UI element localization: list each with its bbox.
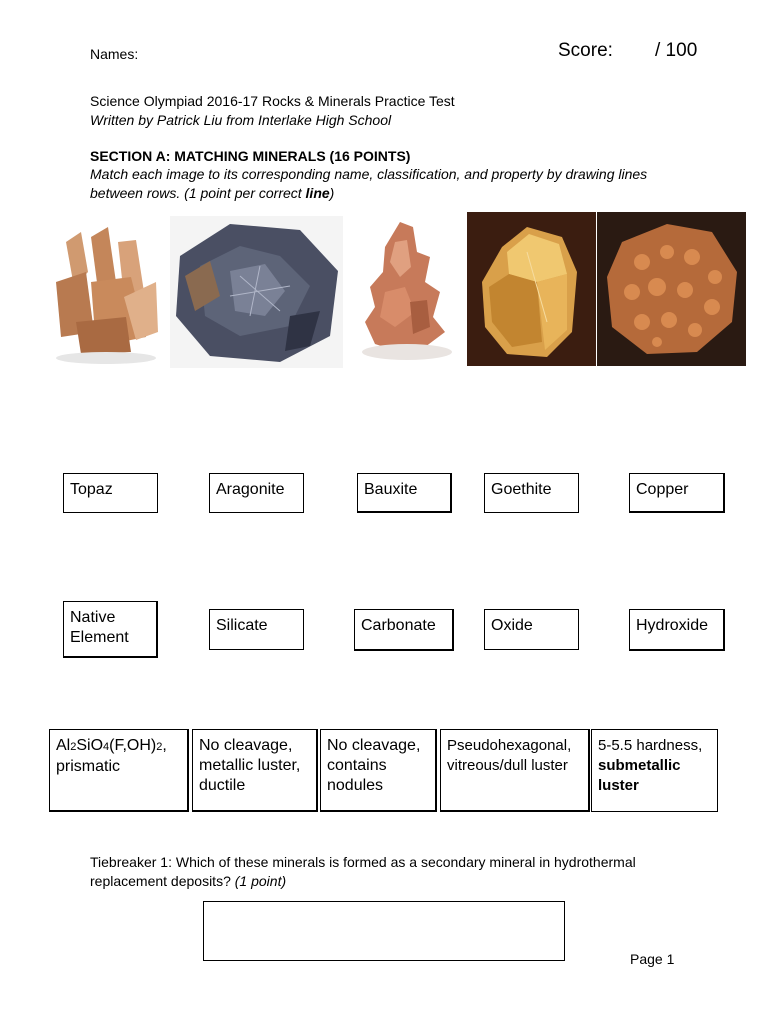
class-box-hydroxide[interactable]: Hydroxide (629, 609, 725, 651)
tiebreaker-answer-box[interactable] (203, 901, 565, 961)
class-box-native-element[interactable]: Native Element (63, 601, 158, 658)
class-box-silicate[interactable]: Silicate (209, 609, 304, 650)
score-label: Score: (558, 40, 613, 61)
hardness-text: 5-5.5 hardness, (598, 737, 703, 754)
formula-sio: SiO (76, 737, 104, 754)
tiebreaker-question (90, 853, 710, 891)
property-box-pseudohexagonal[interactable]: Pseudohexagonal, vitreous/dull luster (440, 729, 590, 812)
test-title: Science Olympiad 2016-17 Rocks & Minerals Practice Test (90, 93, 455, 109)
mineral-image-row (36, 212, 746, 370)
class-box-oxide[interactable]: Oxide (484, 609, 579, 650)
name-box-bauxite[interactable]: Bauxite (357, 473, 452, 513)
name-box-copper[interactable]: Copper (629, 473, 725, 513)
instructions-bold: line (305, 185, 330, 201)
formula-comma: , (162, 737, 167, 754)
property-box-hardness[interactable] (591, 729, 718, 812)
bauxite-image (597, 212, 746, 366)
names-label: Names: (90, 46, 139, 62)
section-a-instructions (90, 165, 680, 203)
name-box-aragonite[interactable]: Aragonite (209, 473, 304, 513)
test-author: Written by Patrick Liu from Interlake High School (90, 112, 392, 128)
property-box-formula[interactable] (49, 729, 189, 812)
tiebreaker-text: Tiebreaker 1: Which of these minerals is formed as a secondary mineral in hydrothermal replacement deposits? (90, 854, 636, 889)
page-number: Page 1 (630, 951, 675, 967)
formula-sub-4: 4 (103, 741, 110, 753)
score-total: / 100 (655, 40, 698, 61)
formula-al: Al (56, 737, 71, 754)
tiebreaker-points: (1 point) (234, 873, 287, 889)
instructions-end: ) (329, 185, 335, 201)
name-box-goethite[interactable]: Goethite (484, 473, 579, 513)
formula-sub-2a: 2 (70, 741, 77, 753)
goethite-image (170, 216, 343, 368)
section-a-heading: SECTION A: MATCHING MINERALS (16 POINTS) (90, 148, 411, 164)
property-box-metallic[interactable]: No cleavage, metallic luster, ductile (192, 729, 318, 812)
aragonite-image (36, 212, 168, 370)
copper-image (345, 212, 465, 370)
name-box-topaz[interactable]: Topaz (63, 473, 158, 513)
submetallic-text: submetallic luster (598, 757, 681, 794)
instructions-text: Match each image to its corresponding name, classification, and property by drawing lines between rows. (1 point per correct (90, 166, 648, 201)
formula-sub-2b: 2 (156, 741, 163, 753)
property-box-nodules[interactable]: No cleavage, contains nodules (320, 729, 437, 812)
formula-prismatic: prismatic (56, 758, 121, 775)
topaz-image (467, 212, 596, 366)
formula-foh: (F,OH) (109, 737, 157, 754)
class-box-carbonate[interactable]: Carbonate (354, 609, 454, 651)
